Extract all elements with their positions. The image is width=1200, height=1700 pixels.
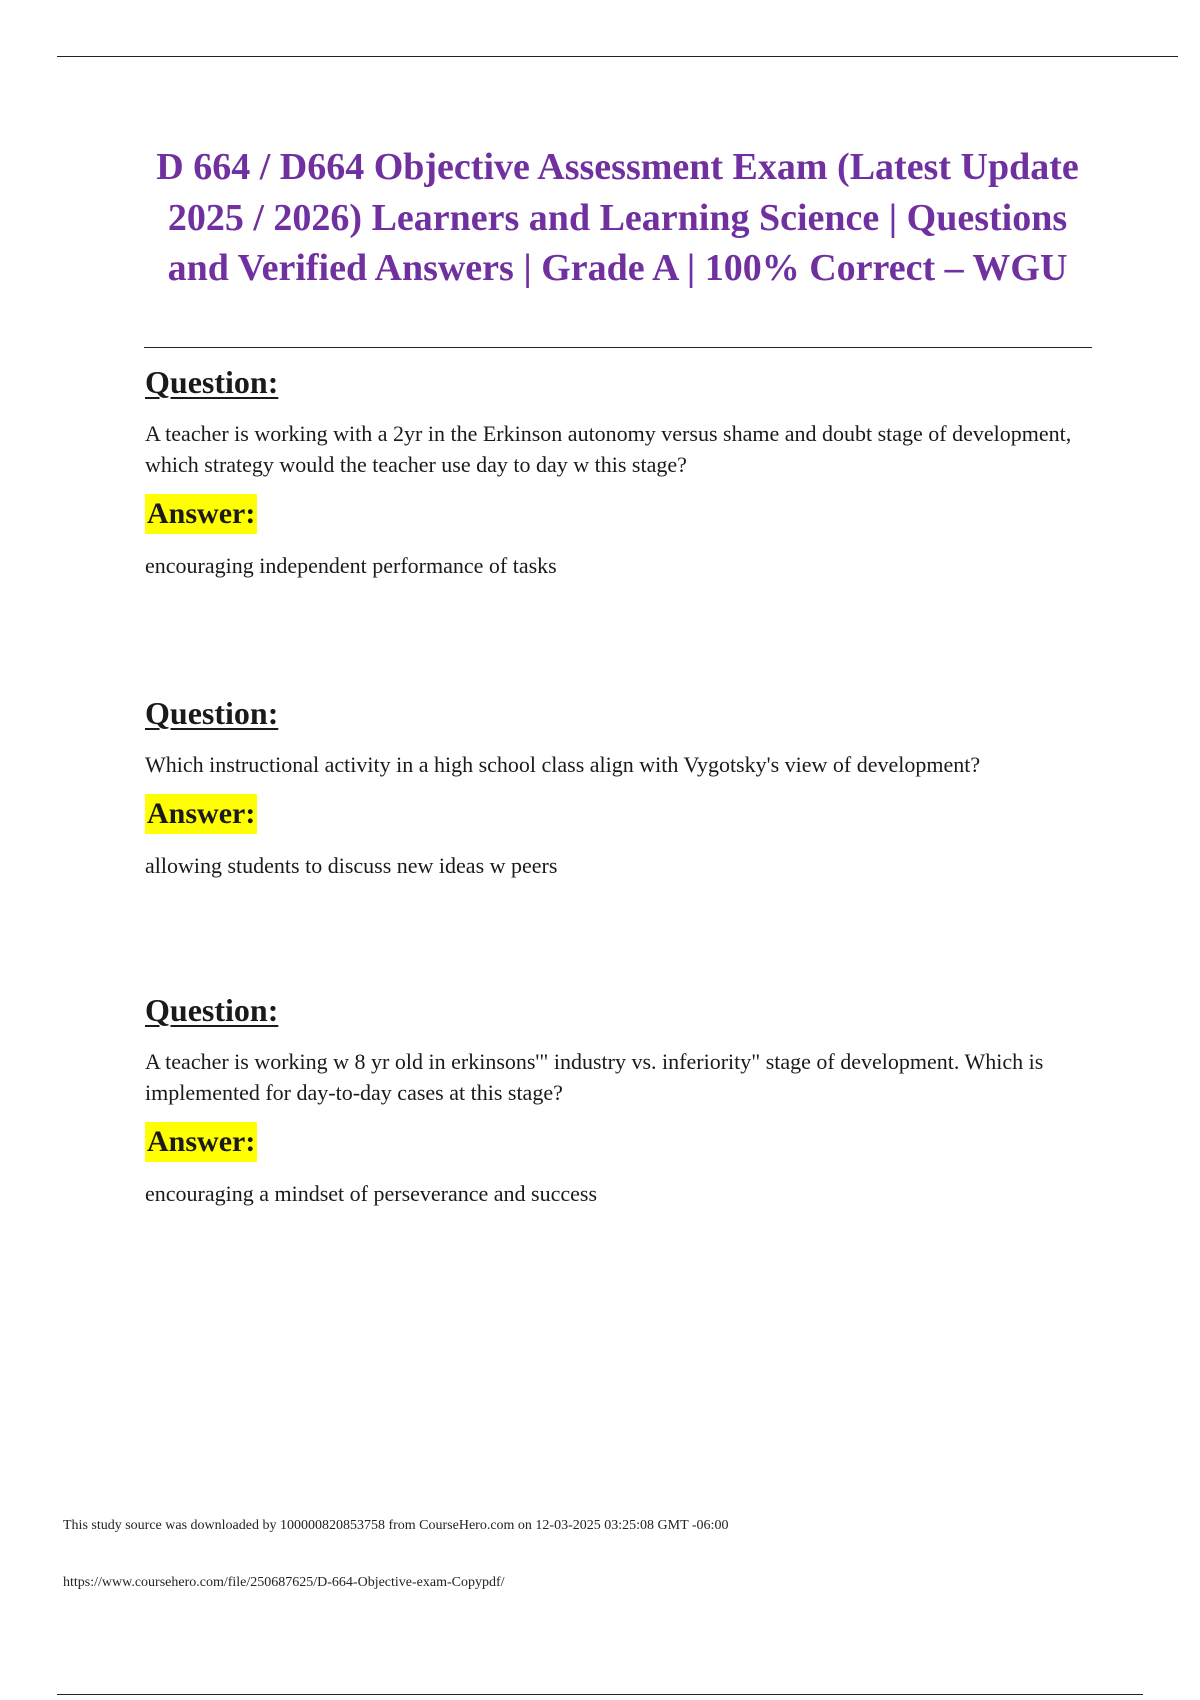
qa-item-3 (145, 990, 1105, 1209)
question-heading: Question: (145, 695, 279, 731)
question-text: Which instructional activity in a high school class align with Vygotsky's view of development? (145, 752, 981, 777)
document-title: D 664 / D664 Objective Assessment Exam (Latest Update 2025 / 2026) Learners and Learning Science | Questions and Verified Answers | Grade A | 100% Correct – WGU (156, 146, 1079, 289)
question-text: A teacher is working w 8 yr old in erkinsons'" industry vs. inferiority" stage of development. Which is implemented for day-to-day cases at this stage? (145, 1049, 1044, 1105)
answer-text: encouraging independent performance of tasks (145, 553, 557, 578)
title-underline-rule (144, 347, 1092, 348)
qa-item-1 (145, 362, 1105, 581)
top-horizontal-rule (57, 56, 1178, 57)
answer-text: allowing students to discuss new ideas w peers (145, 853, 558, 878)
source-url: https://www.coursehero.com/file/250687625/D-664-Objective-exam-Copypdf/ (63, 1575, 505, 1590)
answer-heading: Answer: (145, 794, 257, 834)
qa-item-2 (145, 693, 1105, 881)
answer-heading: Answer: (145, 1122, 257, 1162)
question-heading: Question: (145, 364, 279, 400)
answer-heading: Answer: (145, 494, 257, 534)
question-heading: Question: (145, 992, 279, 1028)
download-source-note: This study source was downloaded by 100000820853758 from CourseHero.com on 12-03-2025 03:25:08 GMT -06:00 (63, 1518, 729, 1533)
bottom-horizontal-rule (57, 1694, 1143, 1695)
answer-text: encouraging a mindset of perseverance and success (145, 1181, 598, 1206)
question-text: A teacher is working with a 2yr in the Erkinson autonomy versus shame and doubt stage of development, which strategy would the teacher use day to day w this stage? (145, 421, 1072, 477)
